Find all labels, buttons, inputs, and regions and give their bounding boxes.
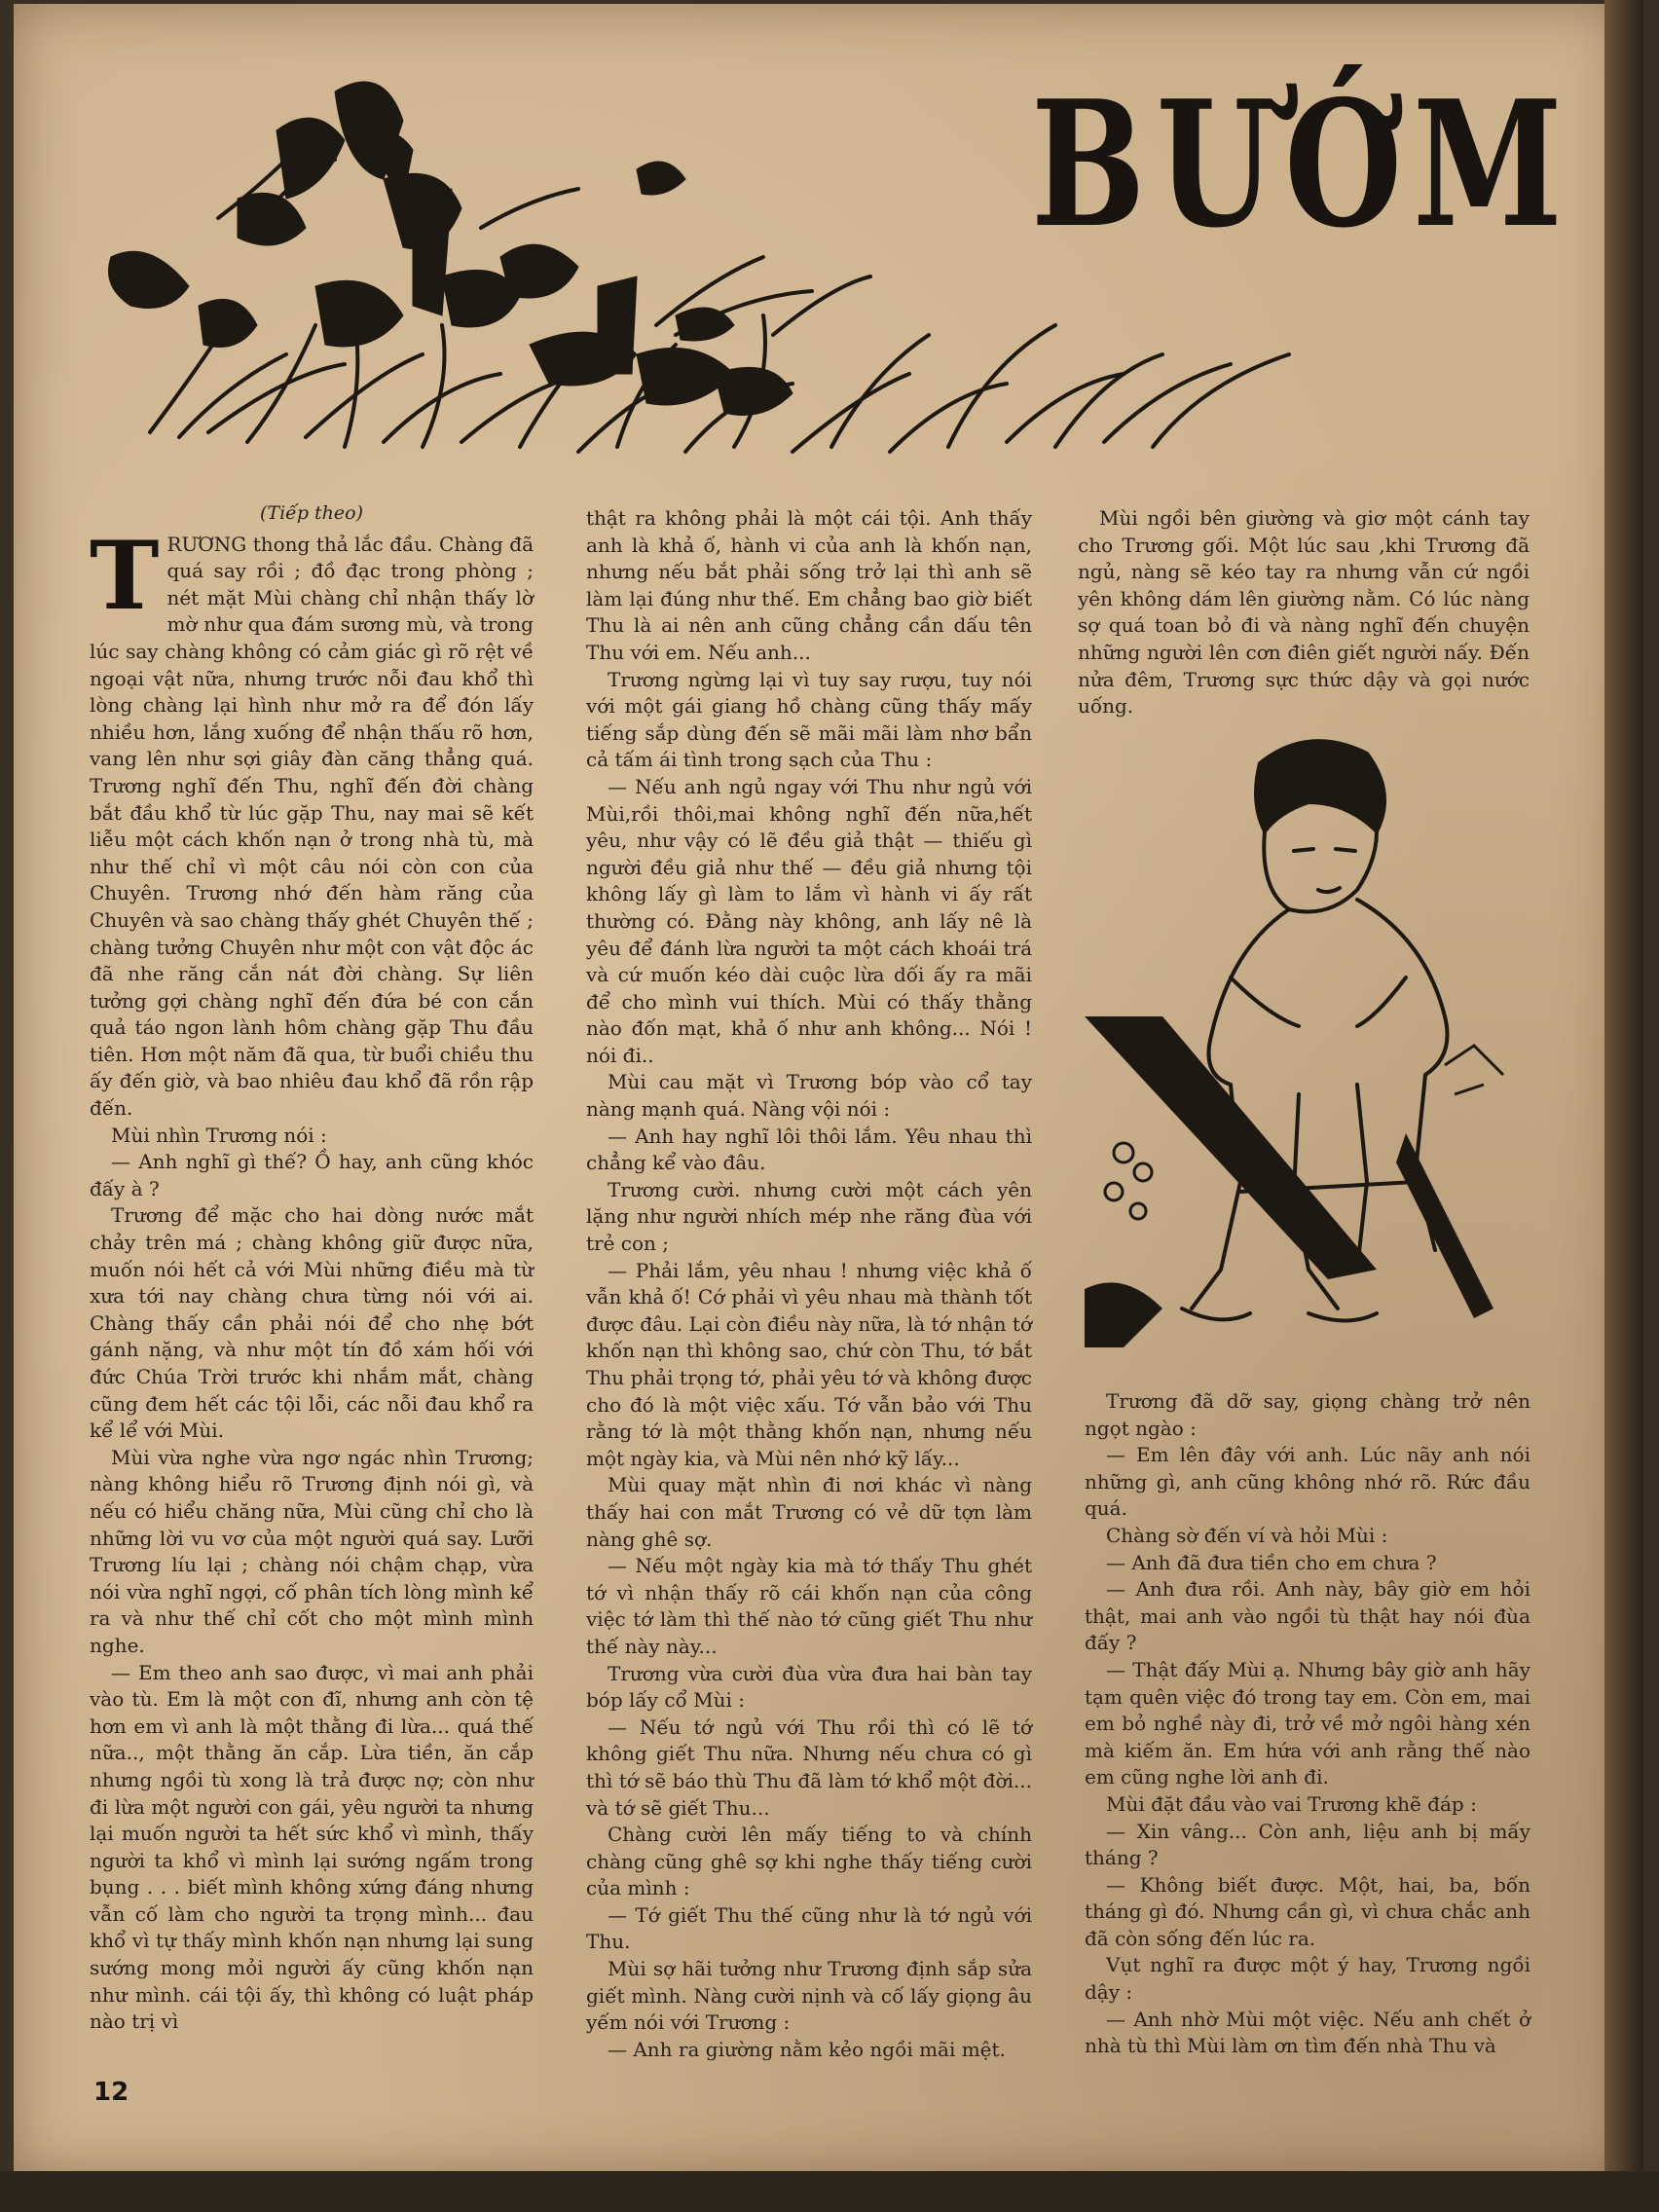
paragraph: — Anh ra giường nằm kẻo ngồi mãi mệt.: [608, 2037, 1006, 2061]
continued-note: (Tiếp theo): [259, 502, 364, 524]
paragraph: Trương ngừng lại vì tuy say rượu, tuy nói với một gái giang hồ chàng cũng thấy mấy tiếng sắp dùng đến sẽ mãi mãi làm nhơ bẩn cả tấm ái tình trong sạch của Thu :: [586, 667, 1032, 772]
paragraph: — Không biết được. Một, hai, ba, bốn tháng gì đó. Nhưng cần gì, vì chưa chắc anh đã còn sống đến lúc ra.: [1085, 1872, 1530, 1950]
paragraph: Chàng sờ đến ví và hỏi Mùi :: [1106, 1523, 1388, 1547]
paragraph: Mùi sợ hãi tưởng như Trương định sắp sửa giết mình. Nàng cười nịnh và cố lấy giọng âu yếm nói với Trương :: [586, 1957, 1032, 2035]
page-fold: [1604, 0, 1643, 2212]
paragraph: — Nếu một ngày kia mà tớ thấy Thu ghét tớ vì nhận thấy rõ cái khốn nạn của công việc tớ làm thì thế nào tớ cũng giết Thu như thế này này...: [586, 1554, 1032, 1658]
paragraph: — Anh nhờ Mùi một việc. Nếu anh chết ở nhà tù thì Mùi làm ơn tìm đến nhà Thu và: [1085, 2007, 1530, 2058]
paragraph: Trương cười. nhưng cười một cách yên lặng như người nhích mép nhe răng đùa với trẻ con ;: [586, 1177, 1032, 1256]
paragraph: Mùi quay mặt nhìn đi nơi khác vì nàng thấy hai con mắt Trương có vẻ dữ tợn làm nàng ghê sợ.: [586, 1473, 1032, 1551]
paragraph: — Anh đã đưa tiền cho em chưa ?: [1106, 1550, 1437, 1574]
paragraph: thật ra không phải là một cái tội. Anh thấy anh là khả ố, hành vi của anh là khốn nạn, nhưng nếu bắt phải sống trở lại thì anh sẽ làm lại đúng như thế. Em chẳng bao giờ biết Thu là ai nên anh cũng chẳng cần dấu tên Thu với em. Nếu anh...: [586, 506, 1032, 664]
paragraph: Mùi cau mặt vì Trương bóp vào cổ tay nàng mạnh quá. Nàng vội nói :: [586, 1070, 1032, 1122]
paragraph: Mùi đặt đầu vào vai Trương khẽ đáp :: [1106, 1791, 1477, 1816]
paragraph: Trương để mặc cho hai dòng nước mắt chảy trên má ; chàng không giữ được nữa, muốn nói hết cả với Mùi những điều mà từ xưa tới nay chàng chưa từng nói với ai. Chàng thấy cần phải nói để cho nhẹ bớt gánh nặng, và như một tín đồ xám hối với đức Chúa Trời trước khi nhắm mắt, chàng cũng đem hết các tội lỗi, các nỗi đau khổ ra kể lể với Mùi.: [90, 1203, 534, 1443]
text-column-3-bottom: [1085, 1388, 1530, 2060]
paragraph: Mùi nhìn Trương nói :: [111, 1123, 327, 1147]
paragraph: Vụt nghĩ ra được một ý hay, Trương ngồi dậy :: [1085, 1953, 1530, 2005]
page-number: 12: [93, 2078, 129, 2107]
paragraph: — Anh đưa rồi. Anh này, bây giờ em hỏi thật, mai anh vào ngồi tù thật hay nói đùa đấy ?: [1085, 1577, 1530, 1655]
boy-illustration: [1085, 724, 1523, 1367]
paragraph: — Em theo anh sao được, vì mai anh phải vào tù. Em là một con đĩ, nhưng anh còn tệ hơn em vì anh là một thằng đi lừa... quá thế nữa.., một thằng ăn cắp. Lừa tiền, ăn cắp nhưng ngồi tù xong là trả được nợ; còn như đi lừa một người con gái, yêu người ta nhưng lại muốn người ta hết sức khổ vì mình, thấy người ta khổ vì mình lại sướng ngấm trong bụng . . . biết mình không xứng đáng nhưng vẫn cố làm cho người ta trọng mình... đau khổ vì tự thấy mình khốn nạn nhưng lại sung sướng mong mỏi người ấy cũng khốn nạn như mình. cái tội ấy, thì không có luật pháp nào trị vì: [90, 1660, 534, 2034]
paragraph: Trương vừa cười đùa vừa đưa hai bàn tay bóp lấy cổ Mùi :: [586, 1661, 1032, 1713]
paragraph: — Anh nghĩ gì thế? Ồ hay, anh cũng khóc đấy à ?: [90, 1150, 534, 1200]
paragraph: — Anh hay nghĩ lôi thôi lắm. Yêu nhau thì chẳng kể vào đâu.: [586, 1124, 1032, 1175]
text-column-1: [90, 500, 534, 2036]
paragraph: — Thật đấy Mùi ạ. Nhưng bây giờ anh hãy tạm quên việc đó trong tay em. Còn em, mai em bỏ nghề này đi, trở về mở ngôi hàng xén mà kiếm ăn. Em hứa với anh rằng thế nào em cũng nghe lời anh đi.: [1085, 1657, 1530, 1789]
paragraph: Chàng cười lên mấy tiếng to và chính chàng cũng ghê sợ khi nghe thấy tiếng cười của mình :: [586, 1823, 1032, 1900]
paragraph: — Em lên đây với anh. Lúc nãy anh nói những gì, anh cũng không nhớ rõ. Rức đầu quá.: [1085, 1443, 1530, 1521]
background-edge: [0, 2171, 1659, 2212]
paragraph: — Tớ giết Thu thế cũng như là tớ ngủ với Thu.: [586, 1902, 1032, 1954]
paragraph: — Nếu anh ngủ ngay với Thu như ngủ với Mùi,rồi thôi,mai không nghĩ đến nữa,hết yêu, như vậy có lẽ đều giả thật — thiếu gì người đều giả như thế — đều giả nhưng tội không lấy gì làm to lắm vì hành vi ấy rất thường có. Đằng này không, anh lấy nê là yêu để đánh lừa người ta một cách khoái trá và cứ muốn kéo dài cuộc lừa dối ấy ra mãi để cho mình vui thích. Mùi có thấy thằng nào đốn mạt, khả ố như anh không... Nói ! nói đi..: [586, 774, 1032, 1067]
paragraph: Trương đã dỡ say, giọng chàng trở nên ngọt ngào :: [1085, 1389, 1530, 1440]
drop-cap: T: [90, 520, 160, 631]
paragraph: Mùi vừa nghe vừa ngơ ngác nhìn Trương; nàng không hiểu rõ Trương định nói gì, và nếu có hiểu chăng nữa, Mùi cũng chỉ cho là những lời vu vơ của một người quá say. Lưỡi Trương líu lại ; chàng nói chậm chạp, vừa nói vừa nghĩ ngợi, cố phân tích lòng mình kể ra và như thế chỉ cốt cho một mình mình nghe.: [90, 1445, 534, 1657]
paragraph: TRƯƠNG thong thả lắc đầu. Chàng đã quá say rồi ; đồ đạc trong phòng ; nét mặt Mùi chàng chỉ nhận thấy lờ mờ như qua đám sương mù, và trong lúc say chàng không có cảm giác gì rõ rệt về ngoại vật nữa, nhưng trước nỗi đau khổ thì lòng chàng lại hình như mở ra để đón lấy nhiều hơn, lắng xuống để nhận thấu rõ hơn, vang lên như sợi giây đàn căng thẳng quá. Trương nghĩ đến Thu, nghĩ đến đời chàng bắt đầu khổ từ lúc gặp Thu, nay mai sẽ kết liễu một cách khốn nạn ở trong nhà tù, mà như thế chỉ vì một câu nói còn con của Chuyên. Trương nhớ đến hàm răng của Chuyên và sao chàng thấy ghét Chuyên thế ; chàng tưởng Chuyên như một con vật độc ác đã nhe răng cắn nát đời chàng. Sự liên tưởng gợi chàng nghĩ đến đứa bé con cắn quả táo ngon lành hôm chàng gặp Thu đầu tiên. Hơn một năm đã qua, từ buổi chiều thu ấy đến giờ, và bao nhiêu đau khổ đã rồn rập đến.: [90, 520, 534, 1121]
paragraph: Mùi ngồi bên giường và giơ một cánh tay cho Trương gối. Một lúc sau ,khi Trương đã ngủ, nàng sẽ kéo tay ra nhưng vẫn cứ ngồi yên không dám lên giường nằm. Có lúc nàng sợ quá toan bỏ đi và nàng nghĩ đến chuyện những người lên cơn điên giết người nấy. Đến nửa đêm, Trương sực thức dậy và gọi nước uống.: [1078, 506, 1530, 719]
text-column-3-top: [1078, 505, 1530, 720]
paragraph: — Phải lắm, yêu nhau ! nhưng việc khả ố vẫn khả ố! Cớ phải vì yêu nhau mà thành tốt được đâu. Lại còn điều này nữa, là tớ nhận tớ khốn nạn thì không sao, chứ còn Thu, tớ bắt Thu phải trọng tớ, phải yêu tớ và không được cho đó là một việc xấu. Tớ vẫn bảo với Thu rằng tớ là một thằng khốn nạn, nhưng nếu một ngày kia, và Mùi nên nhớ kỹ lấy...: [586, 1258, 1032, 1470]
paragraph: — Xin vâng... Còn anh, liệu anh bị mấy tháng ?: [1085, 1819, 1530, 1870]
paragraph: — Nếu tớ ngủ với Thu rồi thì có lẽ tớ không giết Thu nữa. Nhưng nếu chưa có gì thì tớ sẽ báo thù Thu đã làm tớ khổ một đời... và tớ sẽ giết Thu...: [586, 1714, 1032, 1820]
magazine-page: [14, 4, 1620, 2175]
article-title: BƯỚM: [1031, 62, 1573, 266]
text-column-2: [586, 505, 1032, 2063]
